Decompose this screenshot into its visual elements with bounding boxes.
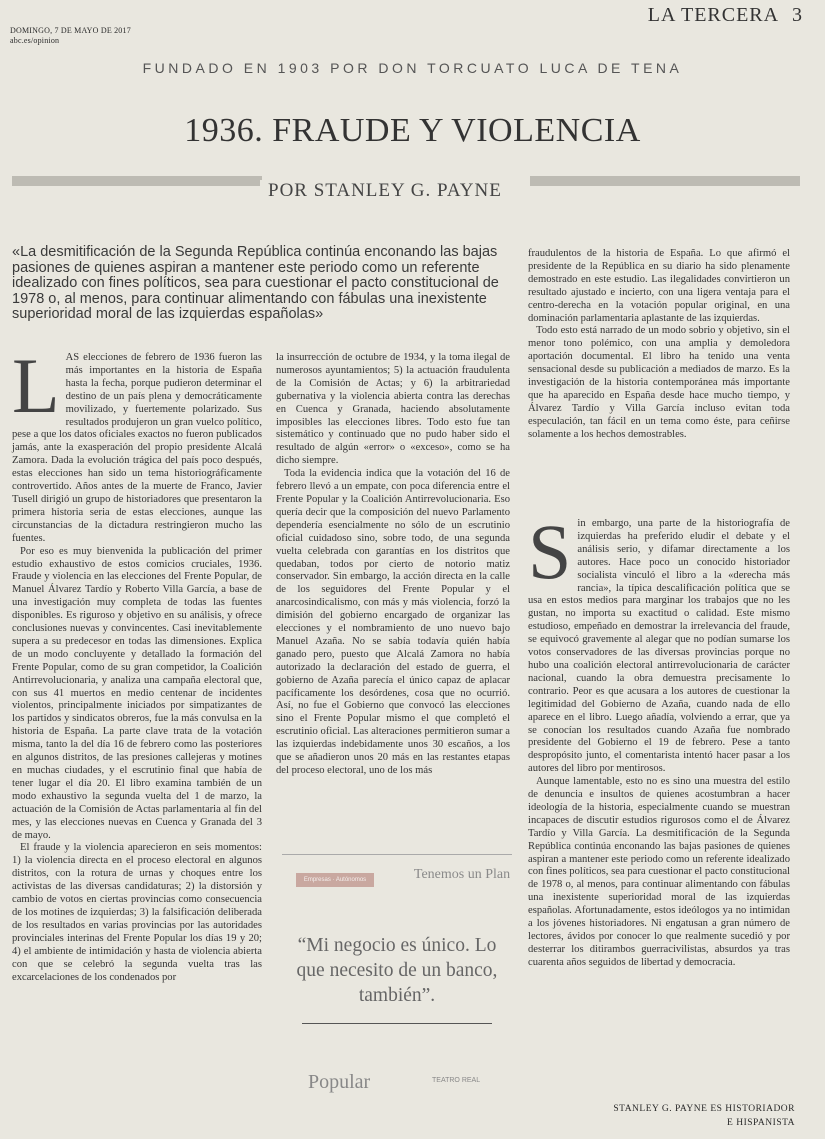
ad-quote: “Mi negocio es único. Lo que necesito de un banco, también”. [296,935,498,1006]
dropcap-l: L [12,342,60,429]
paragraph: la insurrección de octubre de 1934, y la toma ilegal de numerosos ayuntamientos; 5) la actuación fraudulenta de la Comisión de Actas; y 6) la arbitrariedad gubernativa y la violencia abierta contra las derechas en Cuenca y Granada, haciendo absolutamente imposibles las elecciones libres. Todo esto fue tan sistemático y continuado que no pudo haber sido el resultado de algún «error» o «exceso», como se ha dicho siempre. [276,352,510,467]
paragraph: Toda la evidencia indica que la votación del 16 de febrero llevó a un empate, con poca diferencia entre el Frente Popular y la Coalición Antirrevolucionaria. Eso quería decir que la composición del nuevo Parlamento dependería esencialmente no sólo de un escrutinio oficial cuidadoso sino, sobre todo, de una segunda vuelta celebrada con garantías en los distritos que quedaban, todos por cierto de notorio matiz conservador. Sin embargo, la acción directa en la calle de los seguidores del Frente Popular y el anarcosindicalismo, con más y más violencia, forzó la dimisión del gobierno encargado de organizar las elecciones y el nombramiento de uno nuevo bajo Manuel Azaña. No se sabía todavía quién había ganado pero, puesto que Alcalá Zamora no había autorizado la declaración del estado de guerra, el gobierno de Azaña parecía el único capaz de aplacar pacíficamente los desórdenes, cosa que no ocurrió. Así, no fue el Gobierno que convocó las elecciones sino el Frente Popular mismo el que completó el escrutinio oficial. Las alteraciones permitieron sumar a las izquierdas indebidamente unos 30 escaños, a los que se añadieron unos 20 más en las restantes etapas del proceso electoral, uno de los más [276,468,510,776]
byline: POR STANLEY G. PAYNE [260,180,510,202]
column-1 [12,342,262,984]
section-header [648,4,803,27]
paragraph: Todo esto está narrado de un modo sobrio y objetivo, sin el menor tono polémico, con una amplia y demoledora aportación documental. El libro ha tenido una venta sensacional desde su publicación a mediados de marzo. Es la investigación de la historia contemporánea más importante que ha aparecido en España desde hace mucho tiempo, y Álvarez Tardío y Villa García incluso evitan toda especulación, tan fácil en un tema como éste, para ceñirse solamente a los hechos demostrables. [528,325,790,440]
author-bio-line: STANLEY G. PAYNE ES HISTORIADOR [613,1104,795,1114]
paragraph: Sin embargo, una parte de la historiografía de izquierdas ha preferido eludir el debate y el análisis serio, y difamar directamente a los autores. Hace poco un conocido historiador socialista vinculó el libro a la «derecha más rancia», la típica descalificación política que se usa en estos medios para marginar los trabajos que no les gustan, no importa su exactitud o calidad. Este mismo estudioso, empeñado en demostrar la irrelevancia del fraude, se equivocó gravemente al alegar que no podían sumarse los votos conservadores de las diversas provincias porque no hubo una coalición electoral antirrevolucionaria de carácter nacional, cuando la obra demuestra precisamente lo contrario. Peor es que acusara a los autores de cuestionar la legitimidad del Gobierno de Azaña, cuando nada de ello aparece en el libro. Luego añadía, volviendo a errar, que ya se conocían los resultados cuando Azaña fue nombrado presidente del Gobierno el 19 de febrero. Pese a tanto despropósito junto, el comentarista intentó hacer pasar a los autores del libro por mentirosos. [528,508,790,775]
paragraph: fraudulentos de la historia de España. Lo que afirmó el presidente de la República en su diario ha sido plenamente demostrado en este estudio. Las ilegalidades convirtieron un resultado ajustado e incierto, con una ligera ventaja para el centro-derecha en la votación popular original, en una dominación parlamentaria aplastante de las izquierdas. [528,248,790,324]
ad-partner-logo: TEATRO REAL [432,1077,481,1084]
ad-badge: Empresas · Autónomos [296,873,374,887]
dropcap-s: S [528,508,572,595]
byline-rule-right [530,176,800,186]
author-bio-line: E HISPANISTA [727,1118,795,1128]
page-number: 3 [792,4,803,26]
site-url: abc.es/opinion [10,36,60,45]
column-2 [276,352,510,778]
section-name: LA TERCERA [647,4,778,26]
issue-date: DOMINGO, 7 DE MAYO DE 2017 [10,26,131,35]
founded-line: FUNDADO EN 1903 POR DON TORCUATO LUCA DE TENA [142,60,683,76]
ad-tagline: Tenemos un Plan [413,867,511,882]
paragraph: El fraude y la violencia aparecieron en seis momentos: 1) la violencia directa en el proceso electoral en algunos distritos, con la rotura de urnas y choques entre los activistas de las diversas candidaturas; 2) la distorsión y cambio de votos en ciertas provincias como consecuencia de los motines de izquierdas; 3) la falsificación deliberada de los resultados en varias provincias por las autoridades provinciales interinas del Frente Popular los días 19 y 20; 4) el ambiente de intimidación y hasta de violencia abierta con que se celebró la segunda vuelta tras las excarcelaciones de los condenados por [12,842,262,983]
column-3-top [528,248,790,442]
paragraph: Aunque lamentable, esto no es sino una muestra del estilo de denuncia e insultos de quienes acostumbran a hacer ideología de la historia, especialmente cuando se muestran incapaces de discutir estudios rigurosos como el de Álvarez Tardío y Villa García. La desmitificación de la Segunda República continúa enconando las bajas pasiones de quienes aspiran a mantener este periodo como un referente idealizado con fines políticos, sea para cuestionar el pacto constitucional de 1978 o, al menos, para continuar alimentando con fábulas una inexistente superioridad moral de las izquierdas españolas. Afortunadamente, estos ideólogos ya no intimidan a los jóvenes historiadores. Ni engatusan a gran número de lectores, ávidos por conocer lo que realmente sucedió y por desterrar los ditirambos guerracivilistas, absurdos ya tras cuarenta años seguidos de libertad y democracia. [528,776,790,968]
date-line [10,26,131,46]
byline-rule-left [12,176,262,186]
ad-brand-logo: Popular [308,1071,371,1093]
author-bio [590,1102,795,1130]
advertisement[interactable] [282,854,512,1121]
paragraph: LAS elecciones de febrero de 1936 fueron las más importantes en la historia de España hasta la fecha, porque pudieron determinar el destino de un país plena y democráticamente movilizado, y fuertemente polarizado. Sus resultados produjeron un gran vuelco político, pese a que los datos oficiales exactos no fueron publicados jamás, ante la exasperación del propio presidente Alcalá Zamora. Dada la evolución trágica del país poco después, estas elecciones han sido un tema historiográficamente controvertido. Años antes de la muerte de Franco, Javier Tusell dirigió un grupo de historiadores que presentaron la primera historia seria de estas elecciones, aunque las circunstancias de la dictadura restringieron mucho las fuentes. [12,342,262,544]
ad-divider [302,1023,492,1024]
column-3-bottom [528,508,790,970]
paragraph: Por eso es muy bienvenida la publicación del primer estudio exhaustivo de estos comicios cruciales, 1936. Fraude y violencia en las elecciones del Frente Popular, de Manuel Álvarez Tardío y Roberto Villa García, a base de una investigación muy completa de todas las fuentes disponibles. Es riguroso y objetivo en su análisis, y ofrece conclusiones nuevas y convincentes. Casi inevitablemente supera a su predecesor en todas las dimensiones. Explica de un modo concluyente y detallado la formación del Frente Popular, como de su gran competidor, la Coalición Antirrevolucionaria, y analiza una campaña electoral que, con sus 41 muertos en medio centenar de incidentes violentos, principalmente iniciados por simpatizantes de los partidos y sindicatos obreros, fue la más convulsa en la historia de España. La parte clave trata de la votación misma, tanto la del día 16 de febrero como las posteriores en algunos distritos, de las presiones callejeras y motines en muchas ciudades, y el escrutinio final que había de tener lugar el día 20. El libro examina también de un modo exhaustivo la segunda vuelta del 1 de marzo, la actuación de la Comisión de Actas parlamentaria al fin del mes, y las elecciones nuevas en Cuenca y Granada del 3 de mayo. [12,545,262,841]
article-title: 1936. FRAUDE Y VIOLENCIA [184,112,641,149]
lead-quote: «La desmitificación de la Segunda República continúa enconando las bajas pasiones de quienes aspiran a mantener este periodo como un referente idealizado con fines políticos, sea para cuestionar el pacto constitucional de 1978 o, al menos, para continuar alimentando con fábulas una inexistente superioridad moral de las izquierdas españolas» [12,244,499,322]
